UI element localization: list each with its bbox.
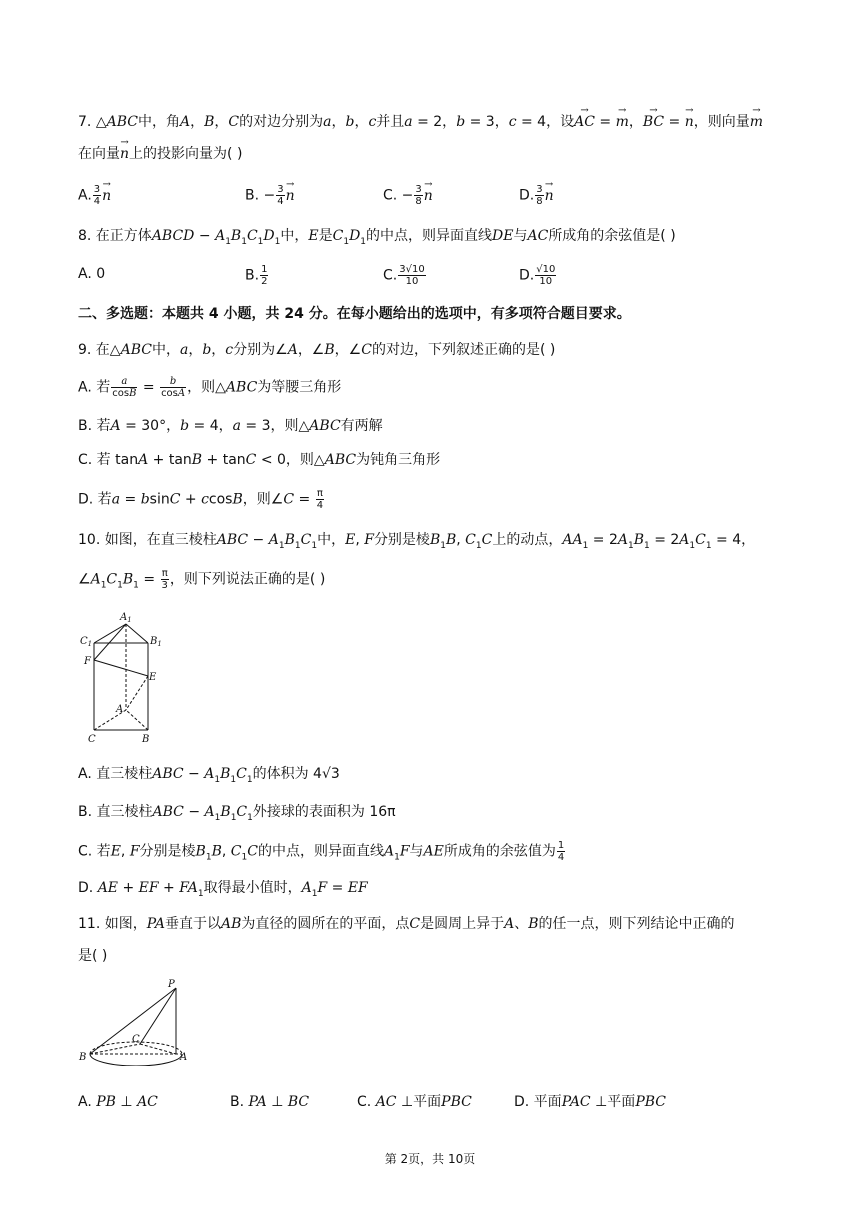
q9-option-a[interactable]: A. 若 $\frac{a}{\cos B}$ = $\frac{b}{\cos A}$ ，则△ABC为等腰三角形 — [78, 376, 342, 399]
q11-option-c[interactable]: C. AC ⊥平面PBC — [357, 1094, 472, 1110]
q10-stem-line1: 10. 如图，在直三棱柱ABC − $A_1B_1C_1$中，E, F分别是棱$B_1B$, $C_1C$上的动点，$AA_1 = 2A_1B_1 = 2A_1C_1 = 4$， — [78, 532, 756, 551]
label-p: P — [168, 979, 175, 990]
q8-option-d[interactable]: D. $\frac{√10}{10}$ — [519, 264, 556, 287]
label-a: A — [180, 1052, 188, 1063]
q8-option-a[interactable]: A. 0 — [78, 266, 106, 282]
label-a1: $A_1$ — [120, 612, 132, 624]
label-c1: $C_1$ — [80, 636, 93, 648]
q7-option-b[interactable]: B. − $\frac{3}{4}$ → n — [245, 184, 295, 207]
q11-option-b[interactable]: B. PA ⊥ BC — [230, 1094, 310, 1110]
q11-stem-line2: 是( ) — [78, 948, 108, 964]
label-b: B — [79, 1052, 87, 1063]
circle-pyramid-figure — [76, 976, 196, 1066]
label-c: C — [88, 734, 96, 745]
label-b1: $B_1$ — [150, 636, 162, 648]
q7-option-a[interactable]: A. $\frac{3}{4}$ → n — [78, 184, 111, 207]
q9-option-d[interactable]: D. 若a = bsinC + ccosB，则∠C = $\frac{\pi}{4}$ — [78, 488, 324, 511]
label-c: C — [132, 1034, 140, 1045]
q10-option-c[interactable]: C. 若E, F分别是棱$B_1B$, $C_1C$的中点，则异面直线$A_1F$与AE所成角的余弦值为 $\frac{1}{4}$ — [78, 840, 565, 863]
page-footer: 第 2页，共 10页 — [384, 1152, 476, 1166]
label-e: E — [149, 672, 157, 683]
q7-stem-line2: 在向量→ n上的投影向量为( ) — [78, 144, 242, 164]
q9-option-b[interactable]: B. 若A = 30°，b = 4，a = 3，则△ABC有两解 — [78, 418, 383, 434]
q8-option-c[interactable]: C. $\frac{3√10}{10}$ — [383, 264, 425, 287]
q10-option-a[interactable]: A. 直三棱柱ABC − $A_1B_1C_1$的体积为 4√3 — [78, 766, 340, 785]
q7-stem-line1: 7. △ABC中，角A，B，C的对边分别为a，b，c并且a = 2，b = 3，c = 4，设→ AC = → m，→ BC = → n，则向量→ m — [78, 112, 763, 132]
q7-option-c[interactable]: C. − $\frac{3}{8}$ → n — [383, 184, 433, 207]
label-f: F — [84, 656, 91, 667]
q9-option-c[interactable]: C. 若 tanA + tanB + tanC < 0，则△ABC为钝角三角形 — [78, 452, 441, 468]
q8-stem: 8. 在正方体ABCD − $A_1B_1C_1D_1$中，E是$C_1D_1$的中点，则异面直线DE与AC所成角的余弦值是( ) — [78, 228, 676, 247]
label-a: A — [116, 704, 124, 715]
q11-stem-line1: 11. 如图，PA垂直于以AB为直径的圆所在的平面，点C是圆周上异于A、B的任一点，则下列结论中正确的 — [78, 916, 735, 932]
q10-stem-line2: $\angle A_1C_1B_1$ = $\frac{\pi}{3}$ ，则下列说法正确的是( ) — [78, 568, 326, 591]
section-header-multiple-choice: 二、多选题：本题共 4 小题，共 24 分。在每小题给出的选项中，有多项符合题目要求。 — [78, 306, 631, 322]
q11-option-d[interactable]: D. 平面PAC ⊥平面PBC — [514, 1094, 666, 1110]
q11-option-a[interactable]: A. PB ⊥ AC — [78, 1094, 158, 1110]
q7-option-d[interactable]: D. $\frac{3}{8}$ → n — [519, 184, 554, 207]
q10-option-b[interactable]: B. 直三棱柱ABC − $A_1B_1C_1$外接球的表面积为 16π — [78, 804, 396, 823]
q10-option-d[interactable]: D. AE + EF + $FA_1$取得最小值时，$A_1F$ = EF — [78, 880, 368, 899]
prism-figure — [76, 608, 176, 748]
q9-stem: 9. 在△ABC中，a，b，c分别为∠A，∠B，∠C的对边，下列叙述正确的是( ) — [78, 342, 556, 358]
label-b: B — [142, 734, 150, 745]
q8-option-b[interactable]: B. $\frac{1}{2}$ — [245, 264, 268, 287]
